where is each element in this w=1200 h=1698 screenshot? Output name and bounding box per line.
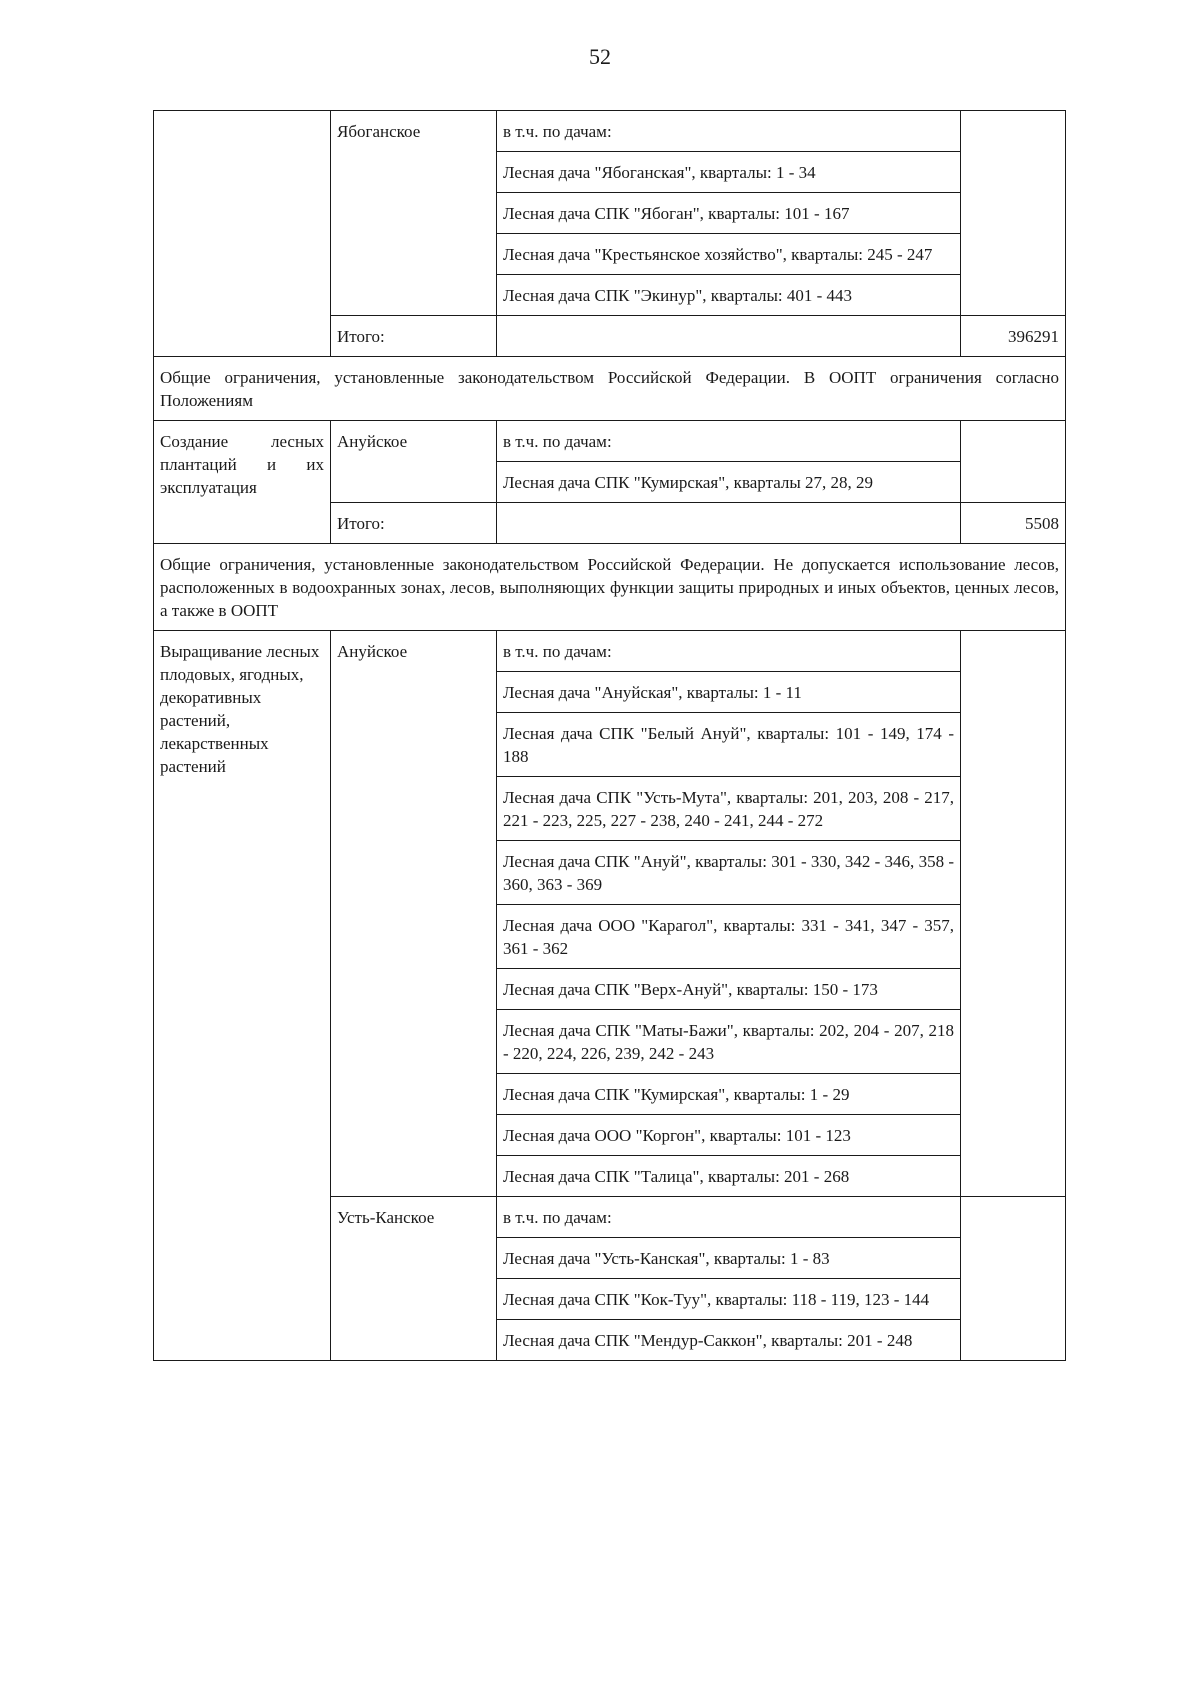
dacha-item: Лесная дача СПК "Белый Ануй", кварталы: 101 - 149, 174 - 188	[497, 713, 961, 777]
restrictions-note: Общие ограничения, установленные законодательством Российской Федерации. Не допускается использование лесов, расположенных в водоохранных зонах, лесов, выполняющих функции защиты природных и иных объектов, ценных лесов, а также в ООПТ	[154, 544, 1066, 631]
table-row	[154, 631, 1066, 672]
dacha-item: Лесная дача СПК "Верх-Ануй", кварталы: 150 - 173	[497, 969, 961, 1010]
dacha-item: Лесная дача СПК "Талица", кварталы: 201 - 268	[497, 1156, 961, 1197]
total-label: Итого:	[331, 503, 497, 544]
area-cell-empty	[961, 111, 1066, 316]
dacha-item: Лесная дача СПК "Маты-Бажи", кварталы: 202, 204 - 207, 218 - 220, 224, 226, 239, 242 - 243	[497, 1010, 961, 1074]
dacha-header: в т.ч. по дачам:	[497, 111, 961, 152]
activity-cell: Создание лесных плантаций и их эксплуатация	[154, 421, 331, 544]
dacha-item: Лесная дача СПК "Ябоган", кварталы: 101 - 167	[497, 193, 961, 234]
locality-cell: Усть-Канское	[331, 1197, 497, 1361]
dacha-item: Лесная дача СПК "Кумирская", кварталы: 1 - 29	[497, 1074, 961, 1115]
dacha-header: в т.ч. по дачам:	[497, 1197, 961, 1238]
dacha-item: Лесная дача СПК "Экинур", кварталы: 401 - 443	[497, 275, 961, 316]
table-row	[154, 421, 1066, 462]
forest-use-table	[153, 110, 1066, 1361]
activity-cell: Выращивание лесных плодовых, ягодных, декоративных растений, лекарственных растений	[154, 631, 331, 1361]
area-cell-empty	[961, 631, 1066, 1197]
total-value: 396291	[961, 316, 1066, 357]
note-row	[154, 544, 1066, 631]
dacha-header: в т.ч. по дачам:	[497, 631, 961, 672]
locality-cell: Ябоганское	[331, 111, 497, 316]
dacha-item: Лесная дача СПК "Ануй", кварталы: 301 - 330, 342 - 346, 358 - 360, 363 - 369	[497, 841, 961, 905]
dacha-header: в т.ч. по дачам:	[497, 421, 961, 462]
total-label: Итого:	[331, 316, 497, 357]
dacha-item: Лесная дача СПК "Кок-Туу", кварталы: 118 - 119, 123 - 144	[497, 1279, 961, 1320]
area-cell-empty	[961, 1197, 1066, 1361]
restrictions-note: Общие ограничения, установленные законодательством Российской Федерации. В ООПТ ограничения согласно Положениям	[154, 357, 1066, 421]
dacha-item: Лесная дача СПК "Кумирская", кварталы 27, 28, 29	[497, 462, 961, 503]
table-row	[154, 111, 1066, 152]
dacha-item: Лесная дача СПК "Усть-Мута", кварталы: 201, 203, 208 - 217, 221 - 223, 225, 227 - 238, 240 - 241, 244 - 272	[497, 777, 961, 841]
locality-cell: Ануйское	[331, 421, 497, 503]
dacha-item: Лесная дача "Ануйская", кварталы: 1 - 11	[497, 672, 961, 713]
note-row	[154, 357, 1066, 421]
area-cell-empty	[961, 421, 1066, 503]
dacha-item: Лесная дача ООО "Коргон", кварталы: 101 - 123	[497, 1115, 961, 1156]
dacha-item: Лесная дача "Крестьянское хозяйство", кварталы: 245 - 247	[497, 234, 961, 275]
dacha-item: Лесная дача ООО "Карагол", кварталы: 331 - 341, 347 - 357, 361 - 362	[497, 905, 961, 969]
total-empty	[497, 316, 961, 357]
dacha-item: Лесная дача "Ябоганская", кварталы: 1 - 34	[497, 152, 961, 193]
dacha-item: Лесная дача СПК "Мендур-Саккон", кварталы: 201 - 248	[497, 1320, 961, 1361]
total-value: 5508	[961, 503, 1066, 544]
total-empty	[497, 503, 961, 544]
locality-cell: Ануйское	[331, 631, 497, 1197]
page-number: 52	[589, 44, 611, 69]
activity-cell-empty	[154, 111, 331, 357]
dacha-item: Лесная дача "Усть-Канская", кварталы: 1 - 83	[497, 1238, 961, 1279]
